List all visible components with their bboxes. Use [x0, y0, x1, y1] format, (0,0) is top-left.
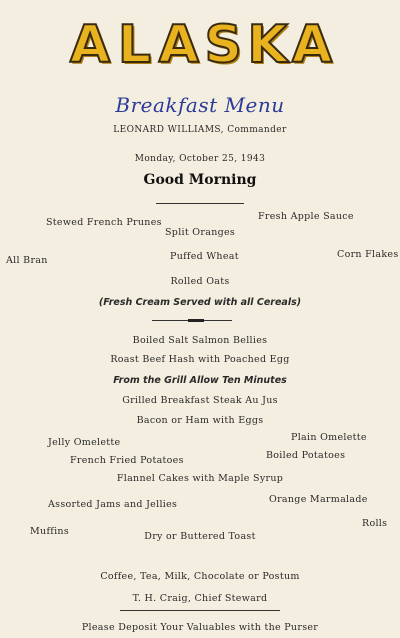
purser-notice: Please Deposit Your Valuables with the Purser	[81, 622, 319, 633]
menu-item: French Fried Potatoes	[70, 455, 184, 466]
menu-item: Flannel Cakes with Maple Syrup	[116, 473, 284, 484]
logo-letter: A	[69, 15, 111, 75]
menu-item: Plain Omelette	[291, 432, 367, 443]
menu-item: Rolls	[362, 518, 388, 529]
menu-item: Assorted Jams and Jellies	[48, 499, 178, 510]
menu-item: Muffins	[30, 526, 70, 537]
menu-title: Breakfast Menu	[115, 93, 285, 117]
menu-item: Stewed French Prunes	[46, 217, 162, 228]
greeting: Good Morning	[143, 172, 257, 188]
menu-item: Jelly Omelette	[48, 437, 121, 448]
menu-item: All Bran	[6, 255, 48, 266]
menu-item: Fresh Apple Sauce	[258, 211, 354, 222]
logo-letter: A	[158, 15, 199, 75]
menu-item: Puffed Wheat	[170, 251, 239, 262]
divider-ornament	[188, 319, 204, 322]
beverages-line: Coffee, Tea, Milk, Chocolate or Postum	[100, 571, 300, 582]
menu-item: Split Oranges	[165, 227, 236, 238]
commander-line: LEONARD WILLIAMS, Commander	[113, 125, 287, 135]
menu-item: Grilled Breakfast Steak Au Jus	[122, 395, 278, 406]
menu-item: Roast Beef Hash with Poached Egg	[110, 354, 290, 365]
logo-letter: S	[204, 15, 242, 75]
menu-item: Dry or Buttered Toast	[144, 531, 256, 542]
cereal-note: (Fresh Cream Served with all Cereals)	[98, 297, 302, 308]
divider	[156, 203, 244, 204]
alaska-totem-logo	[70, 6, 332, 80]
menu-item: Corn Flakes	[337, 249, 399, 260]
steward-line: T. H. Craig, Chief Steward	[132, 593, 268, 604]
divider	[120, 610, 280, 611]
date-line: Monday, October 25, 1943	[134, 154, 266, 164]
menu-item: Rolled Oats	[170, 276, 230, 287]
menu-item: Orange Marmalade	[269, 494, 368, 505]
logo-letter: L	[117, 15, 151, 75]
menu-item: Boiled Potatoes	[266, 450, 346, 461]
menu-item: Boiled Salt Salmon Bellies	[132, 335, 268, 346]
menu-item: Bacon or Ham with Eggs	[136, 415, 264, 426]
logo-letter: A	[291, 15, 333, 75]
logo-letter: K	[247, 15, 288, 75]
grill-note: From the Grill Allow Ten Minutes	[113, 375, 287, 386]
